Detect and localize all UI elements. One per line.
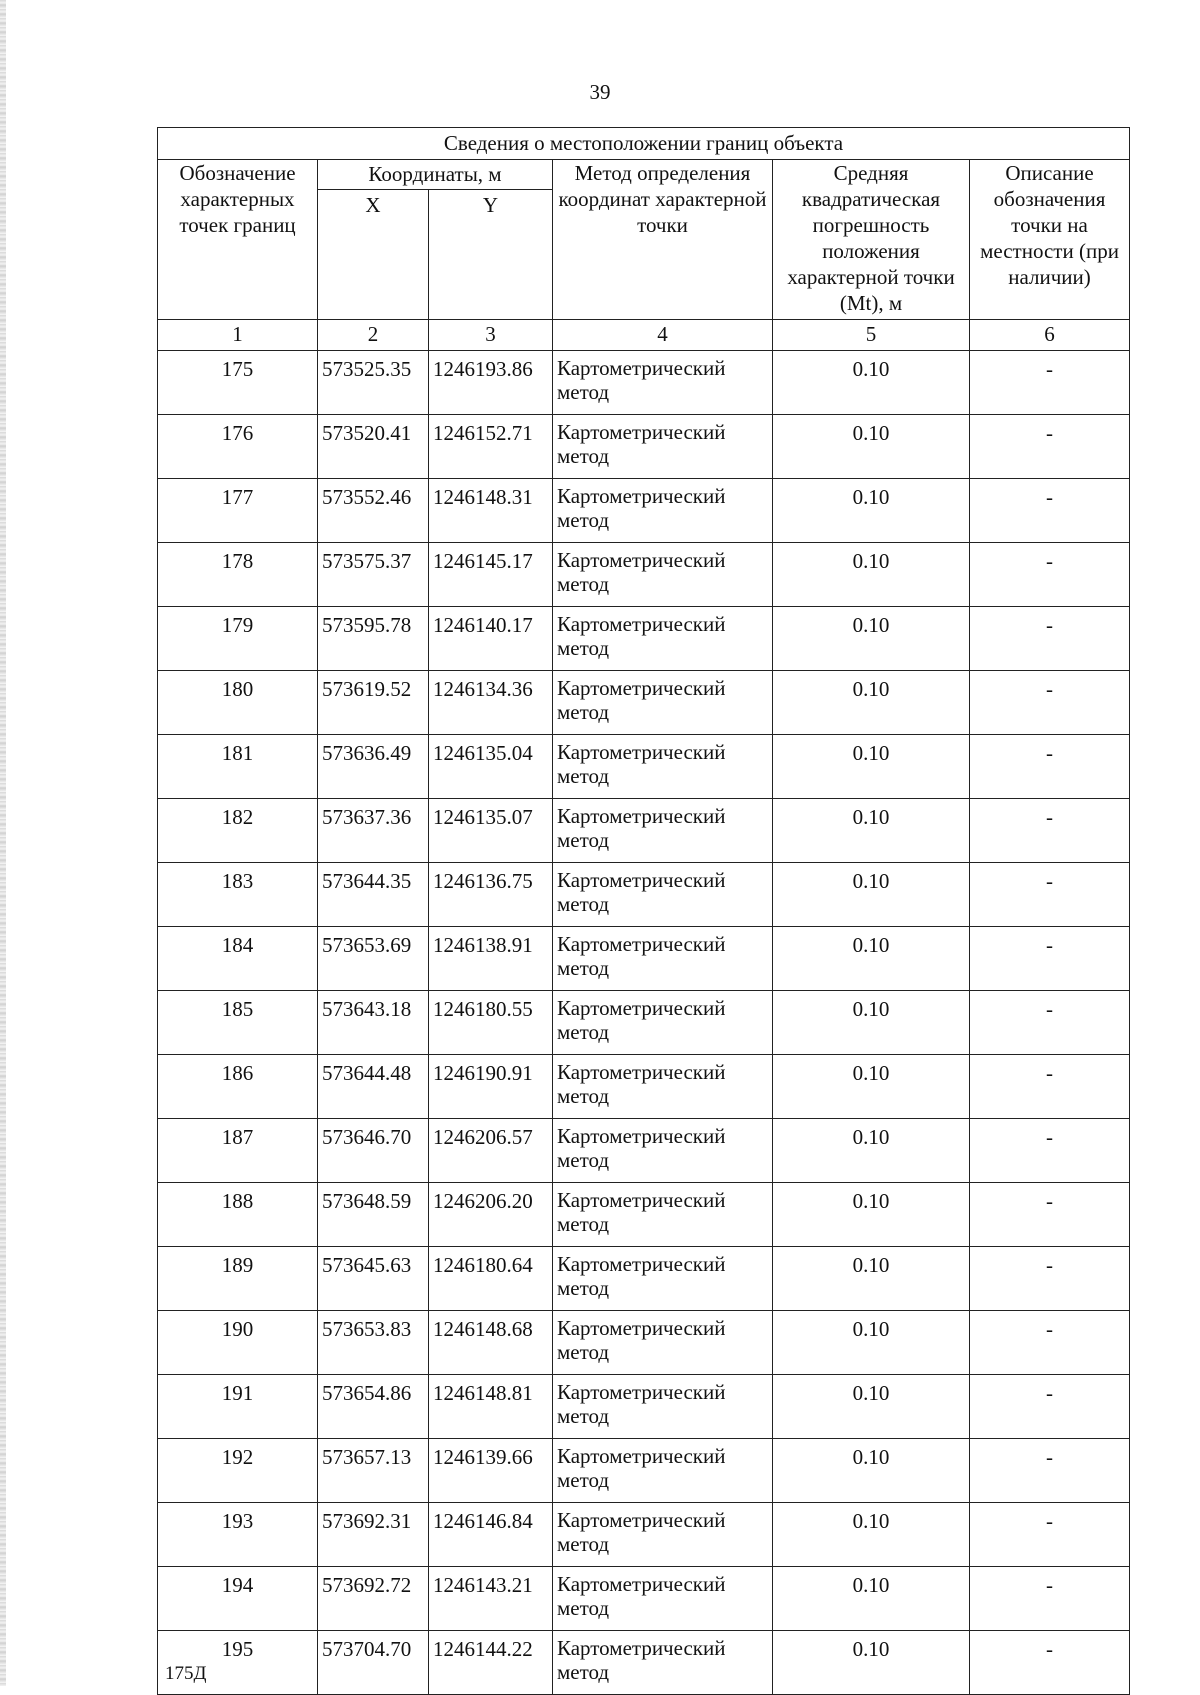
description-cell: - <box>970 1567 1130 1631</box>
description-cell: - <box>970 735 1130 799</box>
column-number: 4 <box>553 320 773 351</box>
coordinate-x-cell: 573520.41 <box>318 415 429 479</box>
coordinate-x-cell: 573653.83 <box>318 1311 429 1375</box>
coordinate-y-cell: 1246148.68 <box>429 1311 553 1375</box>
coordinate-x-cell: 573704.70 <box>318 1631 429 1695</box>
description-cell: - <box>970 1311 1130 1375</box>
coordinate-y-cell: 1246135.07 <box>429 799 553 863</box>
method-cell: Картометрический метод <box>553 927 773 991</box>
coordinate-y-cell: 1246148.81 <box>429 1375 553 1439</box>
description-cell: - <box>970 479 1130 543</box>
method-cell: Картометрический метод <box>553 543 773 607</box>
description-cell: - <box>970 1631 1130 1695</box>
table-row <box>158 1247 1130 1311</box>
description-cell: - <box>970 799 1130 863</box>
point-id-cell: 179 <box>158 607 318 671</box>
coordinate-y-cell: 1246138.91 <box>429 927 553 991</box>
coordinate-x-cell: 573595.78 <box>318 607 429 671</box>
method-cell: Картометрический метод <box>553 1631 773 1695</box>
table-row <box>158 479 1130 543</box>
table-row <box>158 1631 1130 1695</box>
error-cell: 0.10 <box>773 927 970 991</box>
description-cell: - <box>970 671 1130 735</box>
coordinate-x-cell: 573619.52 <box>318 671 429 735</box>
coordinate-y-cell: 1246180.64 <box>429 1247 553 1311</box>
error-cell: 0.10 <box>773 415 970 479</box>
point-id-cell: 193 <box>158 1503 318 1567</box>
table-row <box>158 1375 1130 1439</box>
scan-edge <box>0 0 6 1686</box>
description-cell: - <box>970 1439 1130 1503</box>
coordinate-y-cell: 1246190.91 <box>429 1055 553 1119</box>
point-id-cell: 187 <box>158 1119 318 1183</box>
header-error: Средняя квадратическая погрешность положения характерной точки (Mt), м <box>773 160 970 320</box>
boundary-points-table <box>157 127 1130 1695</box>
coordinate-x-cell: 573692.72 <box>318 1567 429 1631</box>
coordinate-y-cell: 1246148.31 <box>429 479 553 543</box>
method-cell: Картометрический метод <box>553 799 773 863</box>
coordinate-x-cell: 573552.46 <box>318 479 429 543</box>
method-cell: Картометрический метод <box>553 415 773 479</box>
method-cell: Картометрический метод <box>553 863 773 927</box>
error-cell: 0.10 <box>773 351 970 415</box>
coordinate-y-cell: 1246144.22 <box>429 1631 553 1695</box>
column-number: 3 <box>429 320 553 351</box>
coordinate-x-cell: 573525.35 <box>318 351 429 415</box>
point-id-cell: 186 <box>158 1055 318 1119</box>
error-cell: 0.10 <box>773 1631 970 1695</box>
point-id-cell: 188 <box>158 1183 318 1247</box>
table-row <box>158 1055 1130 1119</box>
point-id-cell: 194 <box>158 1567 318 1631</box>
coordinate-x-cell: 573654.86 <box>318 1375 429 1439</box>
column-number: 6 <box>970 320 1130 351</box>
table-row <box>158 1567 1130 1631</box>
description-cell: - <box>970 1247 1130 1311</box>
point-id-cell: 180 <box>158 671 318 735</box>
header-method: Метод определения координат характерной точки <box>553 160 773 320</box>
coordinate-x-cell: 573692.31 <box>318 1503 429 1567</box>
table-row <box>158 1311 1130 1375</box>
coordinate-y-cell: 1246145.17 <box>429 543 553 607</box>
error-cell: 0.10 <box>773 1567 970 1631</box>
description-cell: - <box>970 1119 1130 1183</box>
error-cell: 0.10 <box>773 1311 970 1375</box>
coordinate-x-cell: 573644.35 <box>318 863 429 927</box>
coordinate-y-cell: 1246135.04 <box>429 735 553 799</box>
point-id-cell: 181 <box>158 735 318 799</box>
table-row <box>158 671 1130 735</box>
point-id-cell: 185 <box>158 991 318 1055</box>
method-cell: Картометрический метод <box>553 1247 773 1311</box>
coordinate-x-cell: 573646.70 <box>318 1119 429 1183</box>
coordinate-x-cell: 573648.59 <box>318 1183 429 1247</box>
description-cell: - <box>970 607 1130 671</box>
method-cell: Картометрический метод <box>553 1439 773 1503</box>
error-cell: 0.10 <box>773 1375 970 1439</box>
header-point: Обозначение характерных точек границ <box>158 160 318 320</box>
coordinate-x-cell: 573636.49 <box>318 735 429 799</box>
coordinate-y-cell: 1246146.84 <box>429 1503 553 1567</box>
method-cell: Картометрический метод <box>553 735 773 799</box>
column-number: 1 <box>158 320 318 351</box>
description-cell: - <box>970 415 1130 479</box>
table-row <box>158 1119 1130 1183</box>
table-row <box>158 927 1130 991</box>
error-cell: 0.10 <box>773 1247 970 1311</box>
error-cell: 0.10 <box>773 991 970 1055</box>
coordinate-x-cell: 573643.18 <box>318 991 429 1055</box>
description-cell: - <box>970 351 1130 415</box>
description-cell: - <box>970 1375 1130 1439</box>
table-row <box>158 351 1130 415</box>
coordinate-x-cell: 573637.36 <box>318 799 429 863</box>
description-cell: - <box>970 1503 1130 1567</box>
method-cell: Картометрический метод <box>553 351 773 415</box>
method-cell: Картометрический метод <box>553 1119 773 1183</box>
point-id-cell: 190 <box>158 1311 318 1375</box>
table-row <box>158 607 1130 671</box>
coordinate-y-cell: 1246206.20 <box>429 1183 553 1247</box>
coordinate-y-cell: 1246193.86 <box>429 351 553 415</box>
description-cell: - <box>970 1055 1130 1119</box>
error-cell: 0.10 <box>773 1503 970 1567</box>
point-id-cell: 191 <box>158 1375 318 1439</box>
error-cell: 0.10 <box>773 671 970 735</box>
point-id-cell: 176 <box>158 415 318 479</box>
error-cell: 0.10 <box>773 1183 970 1247</box>
table-row <box>158 1439 1130 1503</box>
error-cell: 0.10 <box>773 1439 970 1503</box>
point-id-cell: 184 <box>158 927 318 991</box>
coordinate-x-cell: 573575.37 <box>318 543 429 607</box>
error-cell: 0.10 <box>773 543 970 607</box>
header-y: Y <box>429 190 553 320</box>
method-cell: Картометрический метод <box>553 1503 773 1567</box>
table-row <box>158 1183 1130 1247</box>
method-cell: Картометрический метод <box>553 991 773 1055</box>
header-coordinates: Координаты, м <box>318 160 553 190</box>
column-number: 2 <box>318 320 429 351</box>
method-cell: Картометрический метод <box>553 1311 773 1375</box>
coordinate-y-cell: 1246152.71 <box>429 415 553 479</box>
point-id-cell: 177 <box>158 479 318 543</box>
point-id-cell: 175 <box>158 351 318 415</box>
description-cell: - <box>970 543 1130 607</box>
coordinate-y-cell: 1246140.17 <box>429 607 553 671</box>
table-row <box>158 735 1130 799</box>
coordinate-y-cell: 1246139.66 <box>429 1439 553 1503</box>
error-cell: 0.10 <box>773 607 970 671</box>
table-row <box>158 415 1130 479</box>
table-row <box>158 543 1130 607</box>
column-number: 5 <box>773 320 970 351</box>
method-cell: Картометрический метод <box>553 1055 773 1119</box>
method-cell: Картометрический метод <box>553 1567 773 1631</box>
coordinate-x-cell: 573657.13 <box>318 1439 429 1503</box>
coordinate-y-cell: 1246136.75 <box>429 863 553 927</box>
table-row <box>158 799 1130 863</box>
table-row <box>158 863 1130 927</box>
coordinate-y-cell: 1246143.21 <box>429 1567 553 1631</box>
point-id-cell: 178 <box>158 543 318 607</box>
coordinate-x-cell: 573644.48 <box>318 1055 429 1119</box>
method-cell: Картометрический метод <box>553 1375 773 1439</box>
point-id-cell: 183 <box>158 863 318 927</box>
error-cell: 0.10 <box>773 863 970 927</box>
table-row <box>158 991 1130 1055</box>
table-row <box>158 1503 1130 1567</box>
coordinate-x-cell: 573653.69 <box>318 927 429 991</box>
error-cell: 0.10 <box>773 1119 970 1183</box>
description-cell: - <box>970 863 1130 927</box>
table-title: Сведения о местоположении границ объекта <box>158 128 1130 160</box>
error-cell: 0.10 <box>773 735 970 799</box>
coordinate-y-cell: 1246134.36 <box>429 671 553 735</box>
error-cell: 0.10 <box>773 1055 970 1119</box>
coordinate-y-cell: 1246206.57 <box>429 1119 553 1183</box>
point-id-cell: 195 <box>158 1631 318 1695</box>
footer-code: 175Д <box>165 1663 207 1684</box>
coordinate-x-cell: 573645.63 <box>318 1247 429 1311</box>
description-cell: - <box>970 927 1130 991</box>
header-x: X <box>318 190 429 320</box>
method-cell: Картометрический метод <box>553 479 773 543</box>
description-cell: - <box>970 991 1130 1055</box>
error-cell: 0.10 <box>773 479 970 543</box>
point-id-cell: 182 <box>158 799 318 863</box>
header-description: Описание обозначения точки на местности (при наличии) <box>970 160 1130 320</box>
description-cell: - <box>970 1183 1130 1247</box>
method-cell: Картометрический метод <box>553 1183 773 1247</box>
table-body <box>158 351 1130 1695</box>
page-number: 39 <box>589 80 611 104</box>
point-id-cell: 192 <box>158 1439 318 1503</box>
point-id-cell: 189 <box>158 1247 318 1311</box>
error-cell: 0.10 <box>773 799 970 863</box>
coordinate-y-cell: 1246180.55 <box>429 991 553 1055</box>
method-cell: Картометрический метод <box>553 671 773 735</box>
method-cell: Картометрический метод <box>553 607 773 671</box>
column-number-row <box>158 320 1130 351</box>
